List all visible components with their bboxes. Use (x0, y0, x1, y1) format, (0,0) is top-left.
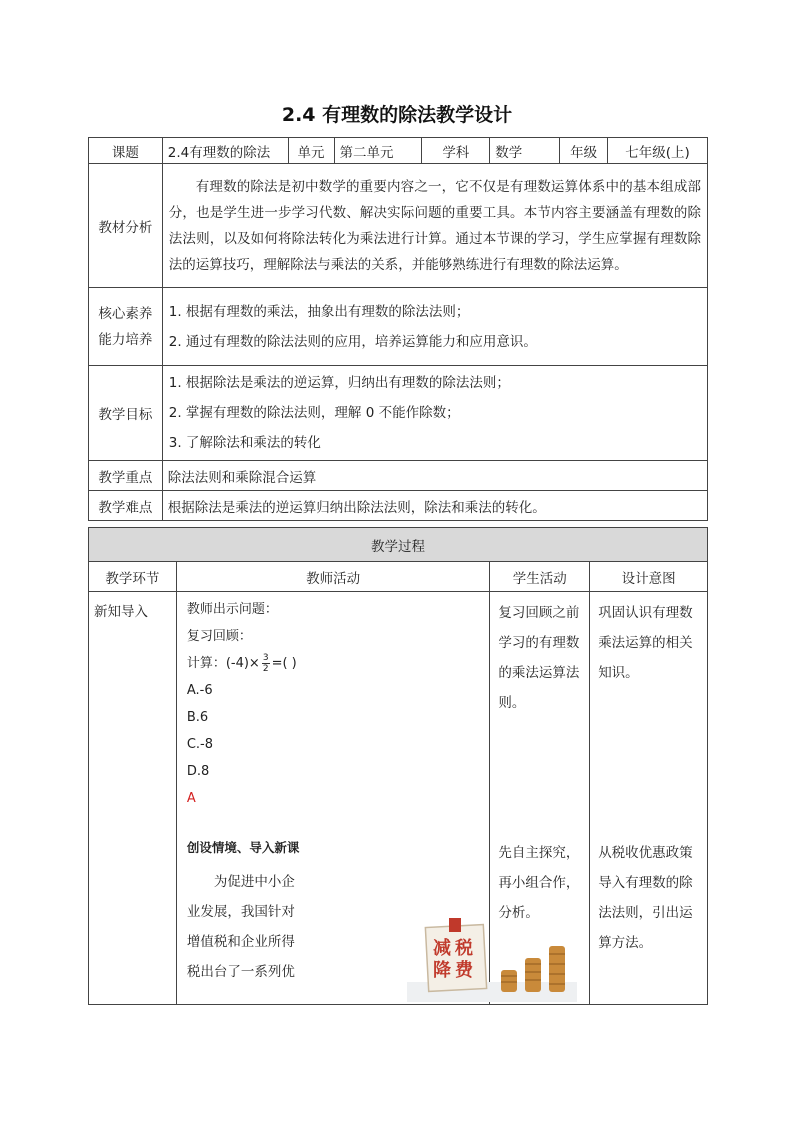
sign-char: 减 (432, 938, 451, 959)
goals-item: 1. 根据除法是乘法的逆运算，归纳出有理数的除法法则； (168, 375, 510, 391)
fraction (262, 653, 270, 674)
course-label: 课题 (89, 138, 163, 164)
design-intent (590, 592, 708, 1005)
sign-pin (449, 918, 461, 932)
goals-item: 2. 掌握有理数的除法法则，理解 0 不能作除数； (168, 405, 460, 421)
info-table (88, 137, 708, 521)
sign-char: 税 (454, 938, 473, 959)
goals-list (162, 366, 707, 461)
teacher-line: 复习回顾： (186, 629, 252, 644)
key-point-label: 教学重点 (89, 461, 163, 491)
literacy-label-line1: 核心素养 (98, 305, 153, 322)
goals-item: 3. 了解除法和乘法的转化 (168, 435, 321, 451)
design-text: 从税收优惠政策导入有理数的除法法则，引出运算方法。 (598, 845, 693, 951)
teacher-line: 教师出示问题： (186, 602, 278, 617)
student-text: 复习回顾之前学习的有理数的乘法运算法则。 (498, 605, 580, 711)
coin-stack (549, 946, 565, 992)
literacy-list (162, 288, 707, 366)
tax-cut-image (407, 912, 577, 1002)
process-header-row (89, 528, 708, 562)
section-heading: 创设情境、导入新课 (186, 840, 300, 855)
difficulty-text: 根据除法是乘法的逆运算归纳出除法法则，除法和乘法的转化。 (162, 491, 707, 521)
sign-char: 费 (454, 960, 473, 981)
process-row (89, 592, 708, 1005)
student-text: 先自主探究，再小组合作，分析。 (498, 845, 580, 921)
calc-prefix: 计算：(-4)× (186, 656, 260, 671)
subject-value: 数学 (490, 138, 560, 164)
process-table (88, 527, 708, 1005)
grade-label: 年级 (560, 138, 608, 164)
grade-value: 七年级(上) (608, 138, 708, 164)
column-header-design: 设计意图 (590, 562, 708, 592)
goals-row (89, 366, 708, 461)
difficulty-label: 教学难点 (89, 491, 163, 521)
option-line: D.8 (186, 764, 210, 779)
unit-label: 单元 (288, 138, 334, 164)
unit-value: 第二单元 (334, 138, 422, 164)
sign-char: 降 (432, 960, 451, 981)
process-header: 教学过程 (89, 528, 708, 562)
coin-stack (501, 970, 517, 992)
fraction-numerator: 3 (262, 653, 269, 663)
column-header-teacher: 教师活动 (176, 562, 490, 592)
calc-line (187, 650, 482, 677)
column-header-student: 学生活动 (490, 562, 590, 592)
course-value: 2.4有理数的除法 (162, 138, 288, 164)
info-row (89, 138, 708, 164)
option-line: B.6 (186, 710, 209, 725)
key-point-row (89, 461, 708, 491)
option-line: C.-8 (186, 737, 213, 752)
process-columns-row (89, 562, 708, 592)
literacy-item: 2. 通过有理数的除法法则的应用，培养运算能力和应用意识。 (168, 333, 537, 350)
page-title: 2.4 有理数的除法教学设计 (281, 104, 513, 126)
fraction-denominator: 2 (262, 664, 269, 674)
option-line: A.-6 (186, 683, 213, 698)
answer-line: A (186, 791, 196, 806)
subject-label: 学科 (422, 138, 490, 164)
story-text: 为促进中小企业发展，我国针对增值税和企业所得税出台了一系列优 (186, 874, 295, 980)
key-point-text: 除法法则和乘除混合运算 (162, 461, 707, 491)
teacher-activity (176, 592, 490, 1005)
analysis-row (89, 164, 708, 288)
column-header-stage: 教学环节 (89, 562, 177, 592)
literacy-label (89, 288, 163, 366)
analysis-text: 有理数的除法是初中数学的重要内容之一，它不仅是有理数运算体系中的基本组成部分，也是学生进一步学习代数、解决实际问题的重要工具。本节内容主要涵盖有理数的除法法则，以及如何将除法转化为乘法进行计算。通过本节课的学习，学生应掌握有理数除法的运算技巧，理解除法与乘法的关系，并能够熟练进行有理数的除法运算。 (162, 164, 707, 288)
calc-suffix: =( ) (271, 656, 297, 671)
literacy-label-line2: 能力培养 (98, 331, 153, 348)
coin-stack (525, 958, 541, 992)
analysis-label: 教材分析 (89, 164, 163, 288)
stage-cell: 新知导入 (89, 592, 177, 1005)
difficulty-row (89, 491, 708, 521)
literacy-item: 1. 根据有理数的乘法，抽象出有理数的除法法则； (168, 303, 470, 320)
goals-label: 教学目标 (89, 366, 163, 461)
design-text: 巩固认识有理数乘法运算的相关知识。 (598, 605, 693, 681)
coin-stacks (501, 946, 565, 992)
literacy-row (89, 288, 708, 366)
